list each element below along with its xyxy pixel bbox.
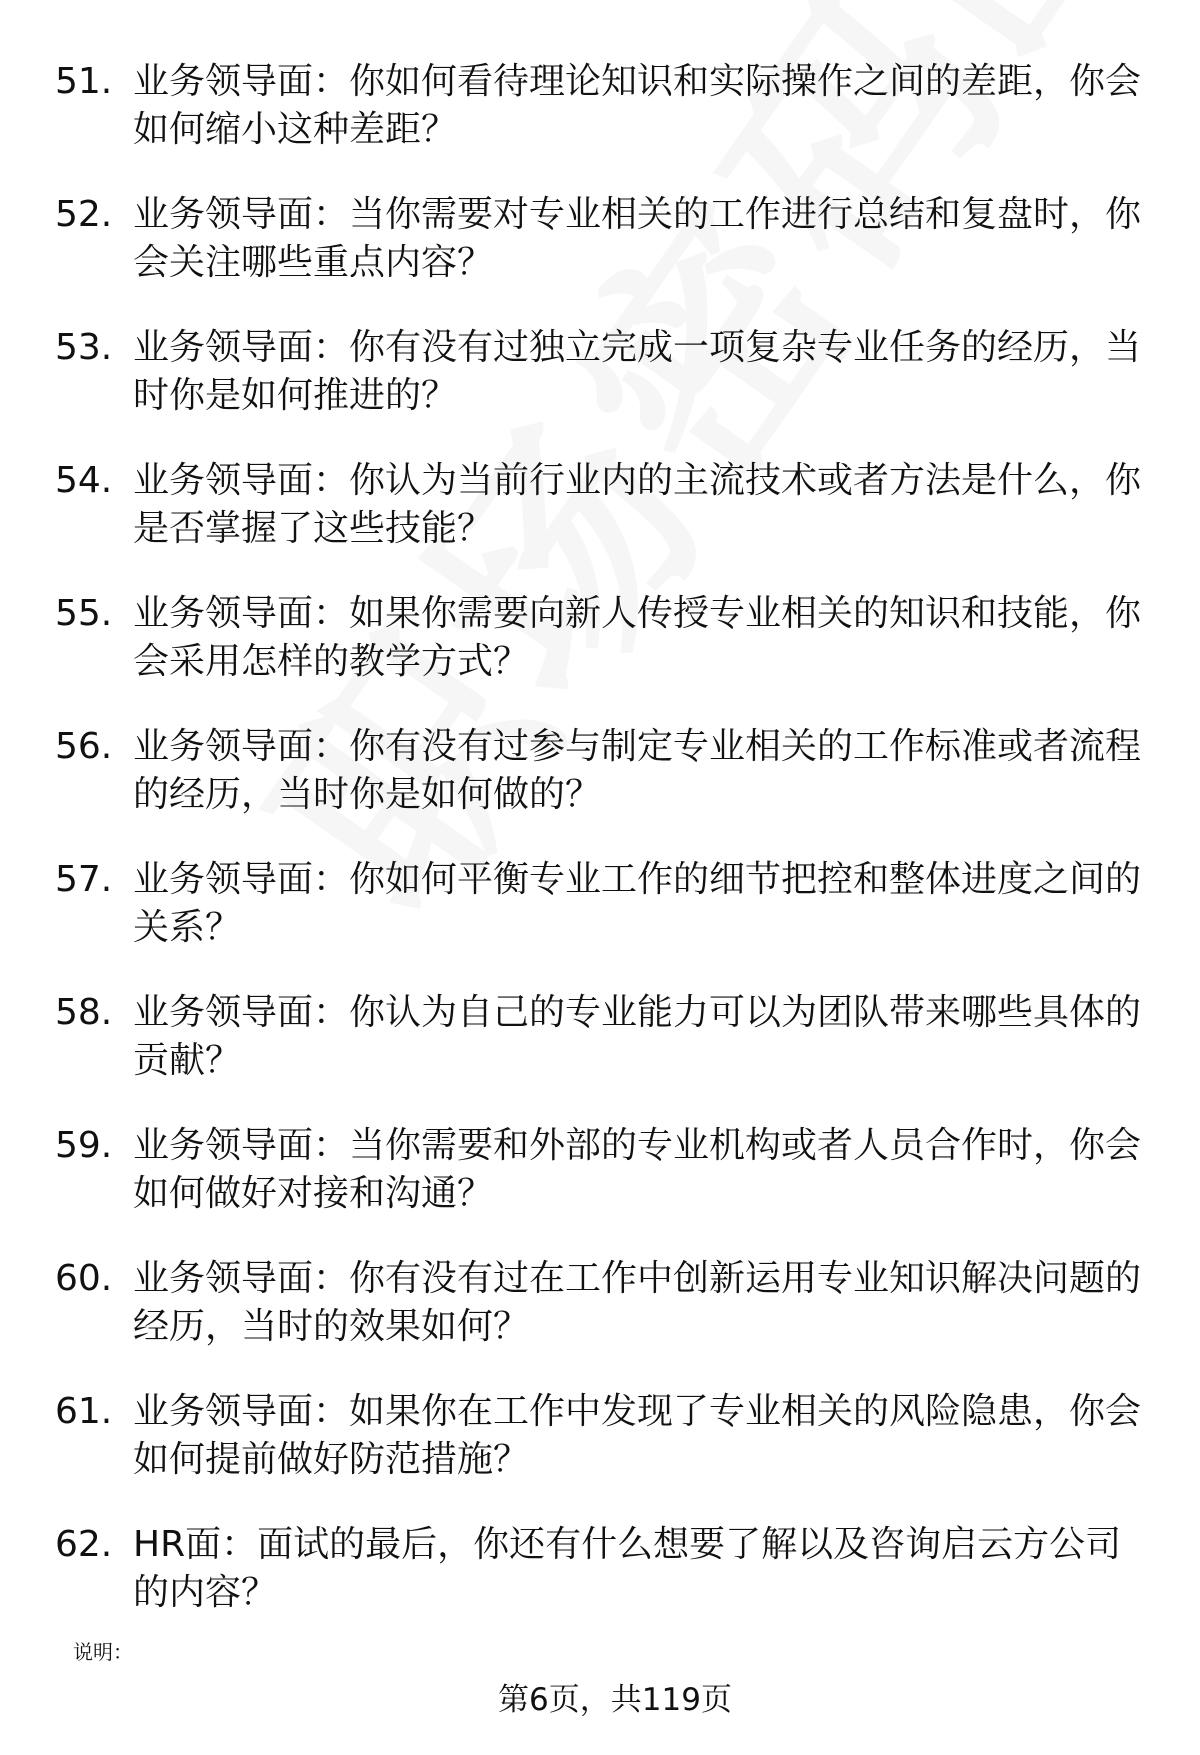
question-text: 业务领导面：你认为自己的专业能力可以为团队带来哪些具体的贡献？ xyxy=(133,992,1142,1081)
question-number: 60. xyxy=(55,1258,113,1299)
question-item xyxy=(0,1255,1200,1388)
question-item xyxy=(0,58,1200,191)
question-number: 62. xyxy=(55,1524,113,1565)
question-item xyxy=(0,989,1200,1122)
question-number: 55. xyxy=(55,593,113,634)
question-item xyxy=(0,457,1200,590)
question-text: 业务领导面：当你需要和外部的专业机构或者人员合作时，你会如何做好对接和沟通？ xyxy=(133,1125,1142,1214)
question-text: 业务领导面：你如何平衡专业工作的细节把控和整体进度之间的关系？ xyxy=(133,859,1142,948)
note-label: 说明： xyxy=(73,1640,133,1664)
question-text: HR面：面试的最后，你还有什么想要了解以及咨询启云方公司的内容？ xyxy=(133,1524,1122,1613)
question-list xyxy=(0,58,1200,1654)
question-number: 61. xyxy=(55,1391,113,1432)
question-text: 业务领导面：当你需要对专业相关的工作进行总结和复盘时，你会关注哪些重点内容？ xyxy=(133,194,1142,283)
question-number: 56. xyxy=(55,726,113,767)
question-text: 业务领导面：你有没有过独立完成一项复杂专业任务的经历，当时你是如何推进的？ xyxy=(133,327,1142,416)
question-text: 业务领导面：如果你在工作中发现了专业相关的风险隐患，你会如何提前做好防范措施？ xyxy=(133,1391,1142,1480)
question-text: 业务领导面：你有没有过参与制定专业相关的工作标准或者流程的经历，当时你是如何做的？ xyxy=(133,726,1142,815)
question-number: 53. xyxy=(55,327,113,368)
question-item xyxy=(0,1388,1200,1521)
question-text: 业务领导面：如果你需要向新人传授专业相关的知识和技能，你会采用怎样的教学方式？ xyxy=(133,593,1142,682)
question-number: 51. xyxy=(55,61,113,102)
question-item xyxy=(0,590,1200,723)
question-item xyxy=(0,1521,1200,1654)
question-text: 业务领导面：你有没有过在工作中创新运用专业知识解决问题的经历，当时的效果如何？ xyxy=(133,1258,1142,1347)
question-item xyxy=(0,324,1200,457)
question-text: 业务领导面：你认为当前行业内的主流技术或者方法是什么，你是否掌握了这些技能？ xyxy=(133,460,1142,549)
question-number: 54. xyxy=(55,460,113,501)
question-number: 58. xyxy=(55,992,113,1033)
question-text: 业务领导面：你如何看待理论知识和实际操作之间的差距，你会如何缩小这种差距？ xyxy=(133,61,1142,150)
question-item xyxy=(0,856,1200,989)
question-number: 57. xyxy=(55,859,113,900)
question-item xyxy=(0,191,1200,324)
question-item xyxy=(0,1122,1200,1255)
question-number: 52. xyxy=(55,194,113,235)
question-item xyxy=(0,723,1200,856)
page-indicator: 第6页，共119页 xyxy=(498,1682,732,1718)
question-number: 59. xyxy=(55,1125,113,1166)
